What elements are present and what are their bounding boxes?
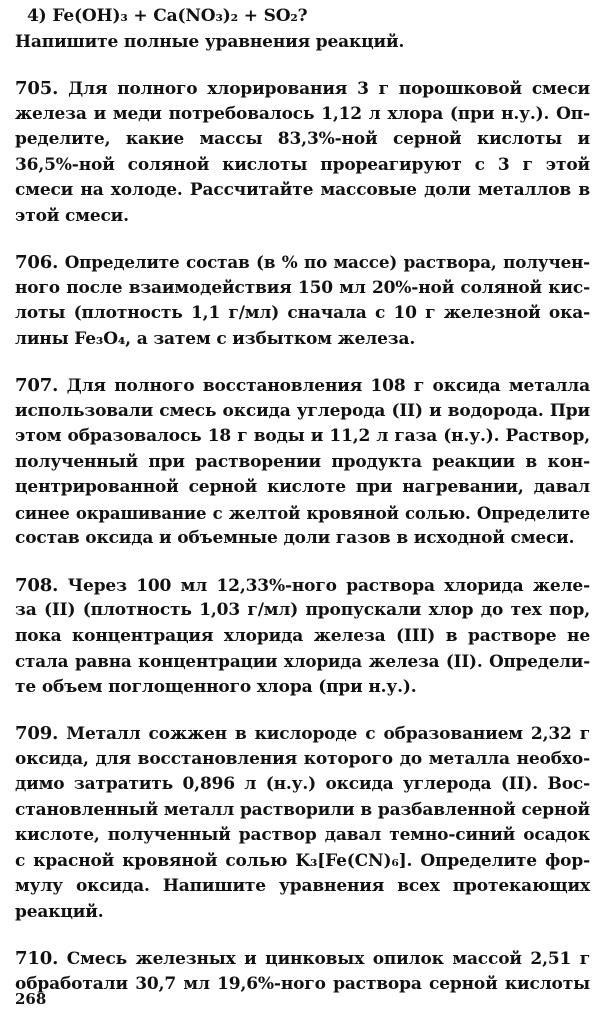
problem-710	[15, 946, 590, 997]
problem-text: Определите состав (в % по массе) раствора, получен-	[64, 252, 590, 272]
problem-line: железа и меди потребовалось 1,12 л хлора (при н.у.). Оп-	[15, 103, 590, 124]
problem-number: 710.	[15, 948, 59, 969]
problem-line	[15, 946, 590, 972]
problem-line: использовали смесь оксида углерода (II) и водорода. При	[15, 400, 590, 421]
instruction-line: Напишите полные уравнения реакций.	[15, 31, 405, 52]
problem-text: Смесь железных и цинковых опилок массой 2,51 г	[66, 949, 590, 969]
problem-709	[15, 721, 590, 925]
problem-line: синее окрашивание с желтой кровяной солью. Определите	[15, 503, 590, 523]
problem-706	[15, 250, 590, 352]
problem-line: с красной кровяной солью K₃[Fe(CN)₆]. Определите фор-	[15, 850, 590, 871]
problem-text: Для полного хлорирования 3 г порошковой смеси	[68, 79, 590, 99]
problem-line: за (II) (плотность 1,03 г/мл) пропускали хлор до тех пор,	[15, 600, 590, 620]
problem-line: этом образовалось 18 г воды и 11,2 л газа (н.у.). Раствор,	[15, 426, 590, 446]
problem-line: центрированной серной кислоте при нагревании, давал	[15, 477, 590, 497]
problem-text: Для полного восстановления 108 г оксида металла	[66, 376, 590, 396]
problem-line: стала равна концентрации хлорида железа (II). Определи-	[15, 651, 590, 671]
problem-text: Через 100 мл 12,33%-ного раствора хлорида желе-	[67, 575, 590, 596]
problem-707	[15, 373, 590, 552]
problem-line: пока концентрация хлорида железа (III) в растворе не	[15, 625, 590, 646]
problem-line: кислоте, полученный раствор давал темно-синий осадок	[15, 825, 590, 845]
problem-line: 36,5%-ной соляной кислоты прореагируют с 3 г этой	[15, 154, 590, 175]
problem-line: реакций.	[15, 901, 104, 922]
problem-number: 706.	[15, 252, 59, 273]
problem-number: 708.	[15, 574, 59, 596]
equation-line: 4) Fe(OH)₃ + Ca(NO₃)₂ + SO₂?	[27, 6, 308, 26]
problem-line: димо затратить 0,896 л (н.у.) оксида углерода (II). Вос-	[15, 774, 590, 794]
problem-line: лоты (плотность 1,1 г/мл) сначала с 10 г железной ока-	[15, 303, 590, 323]
problem-line: лины Fe₃O₄, а затем с избытком железа.	[15, 328, 416, 349]
problem-line: обработали 30,7 мл 19,6%-ного раствора серной кислоты	[15, 973, 590, 994]
header-block	[15, 4, 590, 55]
problem-708	[15, 573, 590, 701]
problem-705	[15, 76, 590, 229]
problem-line	[15, 573, 590, 599]
problem-line	[15, 76, 590, 102]
problem-text: Металл сожжен в кислороде с образованием 2,32 г	[66, 724, 590, 744]
problem-line: ределите, какие массы 83,3%-ной серной кислоты и	[15, 129, 590, 149]
problem-line: этой смеси.	[15, 205, 129, 226]
problem-line: те объем поглощенного хлора (при н.у.).	[15, 676, 417, 697]
problem-line: смеси на холоде. Рассчитайте массовые доли металлов в	[15, 180, 590, 200]
problem-line	[15, 721, 590, 747]
page-number: 268	[15, 990, 47, 1008]
problem-line: ного после взаимодействия 150 мл 20%-ной соляной кис-	[15, 277, 590, 298]
problem-number: 709.	[15, 723, 59, 744]
problem-line: оксида, для восстановления которого до металла необхо-	[15, 748, 590, 769]
problem-number: 707.	[15, 375, 59, 396]
problem-line: полученный при растворении продукта реакции в кон-	[15, 451, 590, 472]
problem-line: становленный металл растворили в разбавленной серной	[15, 799, 590, 820]
problem-line	[15, 250, 590, 276]
problem-number: 705.	[15, 78, 59, 99]
problem-line: мулу оксида. Напишите уравнения всех протекающих	[15, 876, 590, 896]
problem-line: состав оксида и объемные доли газов в исходной смеси.	[15, 528, 575, 548]
problem-line	[15, 373, 590, 399]
